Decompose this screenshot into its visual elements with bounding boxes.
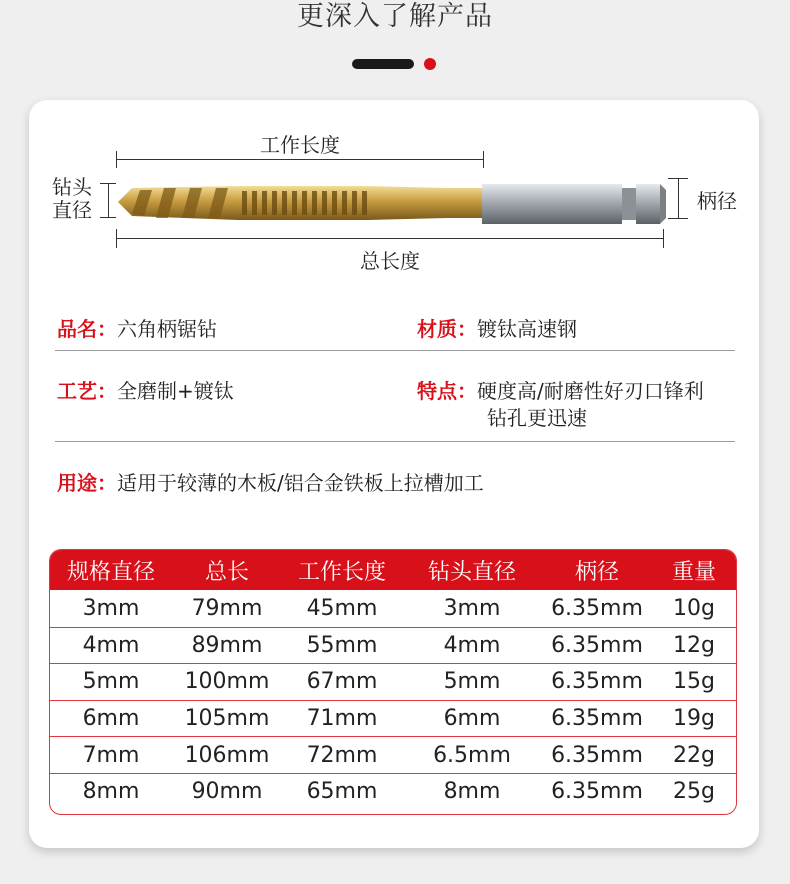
table-cell: 6.35mm (551, 632, 643, 658)
table-cell: 6.35mm (551, 742, 643, 768)
drill-bit-image (118, 180, 666, 230)
table-cell: 65mm (306, 779, 378, 805)
header-bit-diameter: 钻头直径 (427, 559, 516, 585)
table-cell: 6.35mm (551, 779, 643, 805)
indicator-dot (424, 58, 436, 70)
table-cell: 100mm (184, 669, 270, 695)
table-cell: 6.5mm (433, 742, 511, 768)
table-cell: 89mm (191, 632, 263, 658)
spec-name-label: 品名： (57, 317, 117, 341)
table-cell: 72mm (306, 742, 378, 768)
table-cell: 3mm (82, 595, 140, 621)
working-length-tick-left (116, 151, 117, 168)
table-cell: 5mm (82, 669, 140, 695)
table-cell: 4mm (443, 632, 501, 658)
table-row (50, 663, 736, 700)
header-shank-diameter: 柄径 (574, 559, 619, 585)
bit-diameter-label (52, 176, 92, 222)
spec-table (49, 549, 737, 815)
table-cell: 25g (673, 779, 715, 805)
total-length-line (116, 238, 664, 239)
indicator-dash (352, 59, 414, 69)
table-cell: 8mm (443, 779, 501, 805)
working-length-line (116, 159, 484, 160)
header-total-length: 总长 (204, 559, 249, 585)
working-length-label: 工作长度 (260, 133, 340, 157)
divider (55, 350, 735, 351)
spec-material-label: 材质： (417, 317, 477, 341)
spec-material-value: 镀钛高速钢 (477, 317, 577, 341)
header-spec-diameter: 规格直径 (66, 559, 155, 585)
shank-diameter-label: 柄径 (697, 189, 737, 213)
table-row (50, 627, 736, 664)
table-row (50, 590, 736, 627)
table-cell: 105mm (184, 706, 270, 732)
page-title: 更深入了解产品 (297, 1, 493, 32)
shank-diameter-tick-bottom (668, 218, 688, 219)
table-cell: 6mm (82, 706, 140, 732)
table-cell: 6.35mm (551, 595, 643, 621)
spec-features (417, 378, 704, 405)
working-length-tick-right (483, 151, 484, 168)
table-cell: 106mm (184, 742, 270, 768)
spec-usage (57, 470, 484, 497)
table-cell: 6.35mm (551, 706, 643, 732)
spec-name (57, 316, 217, 343)
total-length-tick-left (116, 229, 117, 248)
table-row (50, 773, 736, 810)
divider (55, 441, 735, 442)
table-cell: 90mm (191, 779, 263, 805)
spec-process-value: 全磨制+镀钛 (117, 379, 234, 403)
bit-diameter-label-line1: 钻头 (52, 175, 92, 199)
table-cell: 4mm (82, 632, 140, 658)
table-cell: 15g (673, 669, 715, 695)
table-cell: 3mm (443, 595, 501, 621)
total-length-tick-right (663, 229, 664, 248)
table-cell: 67mm (306, 669, 378, 695)
table-header (50, 550, 736, 590)
table-cell: 22g (673, 742, 715, 768)
table-cell: 12g (673, 632, 715, 658)
table-cell: 5mm (443, 669, 501, 695)
table-cell: 6mm (443, 706, 501, 732)
header-working-length: 工作长度 (297, 559, 386, 585)
table-cell: 45mm (306, 595, 378, 621)
spec-usage-label: 用途： (57, 471, 117, 495)
table-cell: 6.35mm (551, 669, 643, 695)
spec-name-value: 六角柄锯钻 (117, 317, 217, 341)
table-cell: 10g (673, 595, 715, 621)
table-cell: 7mm (82, 742, 140, 768)
bit-diameter-line (108, 183, 109, 217)
table-cell: 8mm (82, 779, 140, 805)
spec-process (57, 378, 234, 405)
header-weight: 重量 (671, 559, 716, 585)
bit-diameter-tick-bottom (100, 217, 116, 218)
spec-features-label: 特点： (417, 379, 477, 403)
table-cell: 19g (673, 706, 715, 732)
shank-diameter-line (678, 178, 679, 218)
table-row (50, 736, 736, 773)
spec-features-value-line2: 钻孔更迅速 (487, 406, 587, 430)
bit-diameter-label-line2: 直径 (52, 198, 92, 222)
spec-process-label: 工艺： (57, 379, 117, 403)
total-length-label: 总长度 (360, 249, 420, 273)
table-body (50, 590, 736, 810)
table-cell: 79mm (191, 595, 263, 621)
spec-material (417, 316, 577, 343)
spec-features-value-line1: 硬度高/耐磨性好刃口锋利 (477, 379, 704, 403)
table-row (50, 700, 736, 737)
table-cell: 55mm (306, 632, 378, 658)
table-cell: 71mm (306, 706, 378, 732)
spec-usage-value: 适用于较薄的木板/铝合金铁板上拉槽加工 (117, 471, 484, 495)
